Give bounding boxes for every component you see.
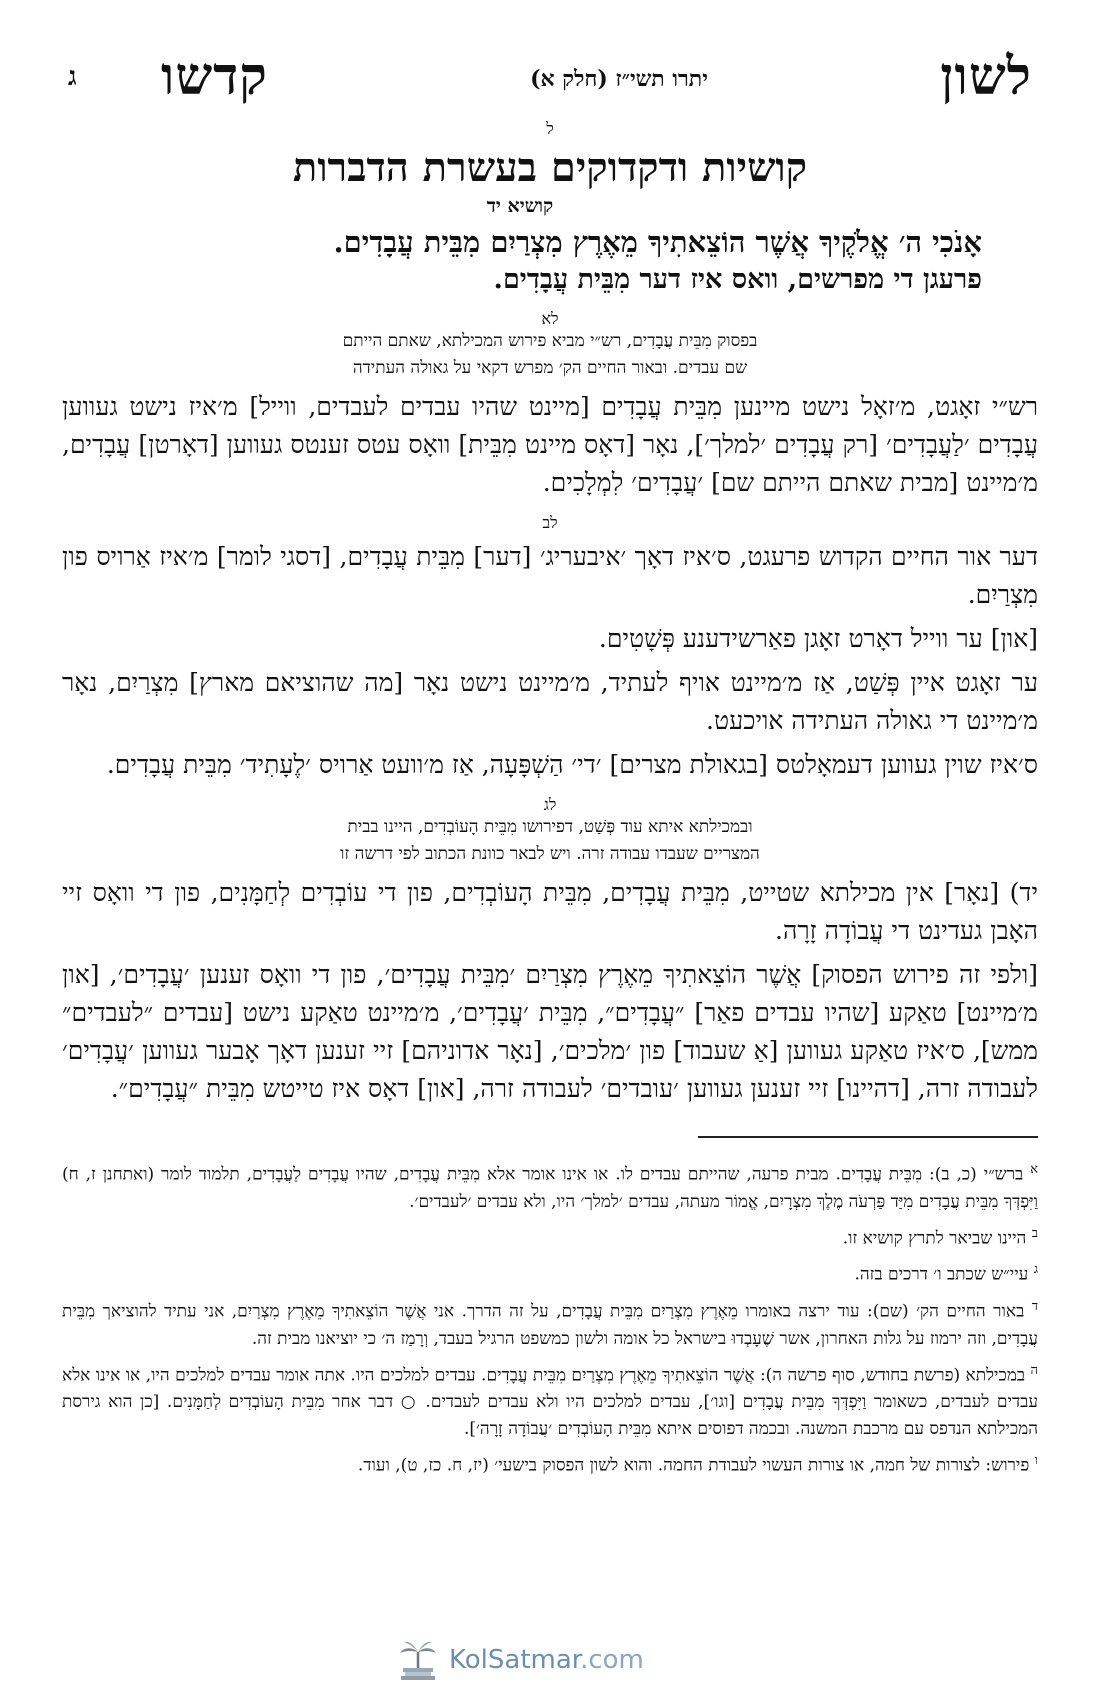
paragraph-2: דער אור החיים הקדוש פרעגט, ס׳איז דאָך ׳איבעריג׳ [דער] מִבֵּית עֲבָדִים, [דסגי לומר] מ׳איז אַרויס פון מִצְרַיִם. <box>62 542 1038 609</box>
journal-name-right: לשון <box>940 46 1032 107</box>
footnote-text: באור החיים הק׳ (שם): עוד ירצה באומרו מֵאֶרֶץ מִצְרַיִם מִבֵּית עֲבָדִים, על זה הדרך. אני אֲשֶׁר הוֹצֵאתִיךָ מֵאֶרֶץ מִצְרַיִם, אני עתיד להוציאך מִבֵּית עֲבָדִים, וזה ירמוז על גלות האחרון, אשר שֶׁעָבְדוּ בישראל כל אומה ולשון כמשפט הרגיל בעבד, וְרָמַז ה׳ כי יוציאנו מבית זה. <box>62 1301 1038 1349</box>
palm-tree-books-icon <box>395 1638 441 1682</box>
page-number: ג <box>68 62 77 92</box>
paragraph-7: [ולפי זה פירוש הפסוק] אֲשֶׁר הוֹצֵאתִיךָ מֵאֶרֶץ מִצְרַיִם ׳מִבֵּית עֲבָדִים׳, פון די וואָס זענען ׳עֲבָדִים׳, [און מ׳מיינט] טאַקע [שהיו עבדים פאַר] ״עֲבָדִים״, מִבֵּית ׳עֲבָדִים׳, מ׳מיינט טאַקע נישט [עבדים ״לעבדים״ ממש], ס׳איז טאַקע געווען [אַ שעבוד] פון ׳מלכים׳, [נאָר אדוניהם] זיי זענען דאָך אָבער געווען ׳עֲבָדִים׳ לעבודה זרה, [דהיינו] זיי זענען געווען ׳עובדים׳ לעבודה זרה, [און] דאָס איז טייטש מִבֵּית ״עֲבָדִים״. <box>62 960 1038 1103</box>
footnote-mark: ב <box>1031 1225 1038 1241</box>
footnote <box>62 1220 1038 1253</box>
watermark-text <box>449 1645 644 1675</box>
footnote <box>62 1357 1038 1444</box>
issue-label: יתרו תשי״ז (חלק א) <box>530 66 708 92</box>
footnote-mark: ד <box>1031 1298 1038 1314</box>
footnote-divider-wrap <box>62 1114 1038 1152</box>
note-line: המצריים שעבדו עבודה זרה. ויש לבאר כוונת הכתוב לפי דרשה זו <box>340 844 760 864</box>
paragraph-3: [און] ער ווייל דאָרט זאָגן פאַרשידענע פְּשָׁטִים. <box>598 624 1038 653</box>
marginal-note-1 <box>62 310 1038 382</box>
page <box>62 0 1038 1700</box>
footnote-mark: א <box>1030 1162 1039 1177</box>
footnote-text: עיי״ש שכתב ו׳ דרכים בזה. <box>854 1264 1029 1285</box>
footnote-text: פירוש: לצורות של חמה, או צורות העשוי לעבודת החמה. והוא לשון הפסוק בישעי׳ (יז, ח. כז, ט), ועוד. <box>357 1455 1030 1476</box>
footnote <box>62 1447 1038 1480</box>
journal-name-left: קדשו <box>161 46 268 107</box>
footnote-text: היינו שביאר לתרץ קושיא זו. <box>842 1228 1027 1249</box>
sub-question-label: קושיא יד <box>486 195 554 217</box>
footnote-mark: ו <box>1034 1453 1038 1469</box>
footnote-mark: ג <box>1033 1262 1038 1278</box>
paragraph-5: ס׳איז שוין געווען דעמאָלטס [בגאולת מצרים] ׳די׳ הַשְׁפָּעָה, אַז מ׳וועט אַרויס ׳לֶעָתִיד׳ מִבֵּית עֲבָדִים. <box>106 750 1038 779</box>
footnote <box>62 1256 1038 1289</box>
section-number: ל <box>546 119 554 138</box>
note-number: לג <box>543 795 557 814</box>
paragraph-1: רש״י זאָגט, מ׳זאָל נישט מיינען מִבֵּית עֲבָדִים [מיינט שהיו עבדים לעבדים, ווייל] מ׳איז נישט געווען עֲבָדִים ׳לַעֲבָדִים׳ [רק עֲבָדִים ׳למלך׳], נאָר [דאָס מיינט מִבֵּית] וואָס עטס זענטס געווען [דאָרטן] עֲבָדִים, מ׳מיינט [מבית שאתם הייתם שם] ׳עֲבָדִים׳ לִמְלָכִים. <box>62 392 1038 497</box>
marginal-note-3 <box>62 796 1038 868</box>
page-title: קושיות ודקדוקים בעשרת הדברות <box>292 144 808 191</box>
page-header <box>62 0 1038 120</box>
note-number: לב <box>542 513 558 532</box>
note-line: בפסוק מִבֵּית עֲבָדִים, רש״י מביא פירוש המכילתא, שאתם הייתם <box>342 331 758 351</box>
footnotes <box>62 1156 1038 1480</box>
note-number: לא <box>541 309 559 328</box>
verse: אָנֹכִי ה׳ אֱלֹקֶיךָ אֲשֶׁר הוֹצֵאתִיךָ מֵאֶרֶץ מִצְרַיִם מִבֵּית עֲבָדִים. <box>333 225 982 259</box>
footnote <box>62 1156 1038 1216</box>
watermark-name: KolSatmar <box>449 1645 581 1675</box>
paragraph-6: יד) [נאָר] אין מכילתא שטייט, מִבֵּית עֲבָדִים, מִבֵּית הָעוֹבְדִים, פון די עוֹבְדִים לְחַמָּנִים, פון די וואָס זיי האָבן געדינט די עֲבוֹדָה זָרָה. <box>62 878 1038 945</box>
footnote-divider <box>698 1136 1038 1138</box>
watermark-domain: .com <box>580 1645 644 1675</box>
paragraph-4: ער זאָגט איין פְּשַׁט, אַז מ׳מיינט אויף לעתיד, מ׳מיינט נישט נאָר [מה שהוציאם מארץ] מִצְרַיִם, נאָר מ׳מיינט די גאולה העתידה אויכעט. <box>62 668 1038 735</box>
footnote <box>62 1293 1038 1353</box>
note-line: שם עבדים. ובאור החיים הק׳ מפרש דקאי על גאולה העתידה <box>352 358 748 378</box>
footnote-text: ברש״י (כ, ב): מִבֵּית עֲבָדִים. מבית פרעה, שהייתם עבדים לו. או אינו אומר אלא מִבֵּית עֲבָדִים, שהיו עֲבָדִים לַעֲבָדִים, תלמוד לומר (ואתחנן ז, ח) וַיִּפְדְּךָ מִבֵּית עֲבָדִים מִיַּד פַּרְעֹה מֶלֶךְ מִצְרָיִם, אֱמוֹר מעתה, עבדים ׳למלך׳ היו, ולא עבדים ׳לעבדים׳. <box>62 1164 1038 1212</box>
footnote-text: במכילתא (פרשת בחודש, סוף פרשה ה): אֲשֶׁר הוֹצֵאתִיךָ מֵאֶרֶץ מִצְרַיִם מִבֵּית עֲבָדִים. עבדים למלכים היו. אתה אומר עבדים למלכים היו, או אינו אלא עבדים לעבדים, כשאומר וַיִּפְדְּךָ מִבֵּית עֲבָדִים [וגו׳], עבדים למלכים היו ולא עבדים לעבדים. ○ דבר אחר מִבֵּית הָעוֹבְדִים לְחַמָּנִים. [כן הוא גירסת המכילתא הנדפס עם מרכבת המשנה. ובכמה דפוסים איתא מִבֵּית הָעוֹבְדִים ׳עֲבוֹדָה זָרָה׳]. <box>62 1365 1038 1440</box>
footnote-mark: ה <box>1030 1362 1039 1378</box>
marginal-note-2 <box>62 514 1038 532</box>
watermark <box>395 1638 644 1682</box>
question-line: פרעגן די מפרשים, וואס איז דער מִבֵּית עֲבָדִים. <box>493 264 982 295</box>
note-line: ובמכילתא איתא עוד פְּשַׁט, דפירושו מִבֵּית הָעוֹבְדִים, היינו בבית <box>347 817 753 837</box>
